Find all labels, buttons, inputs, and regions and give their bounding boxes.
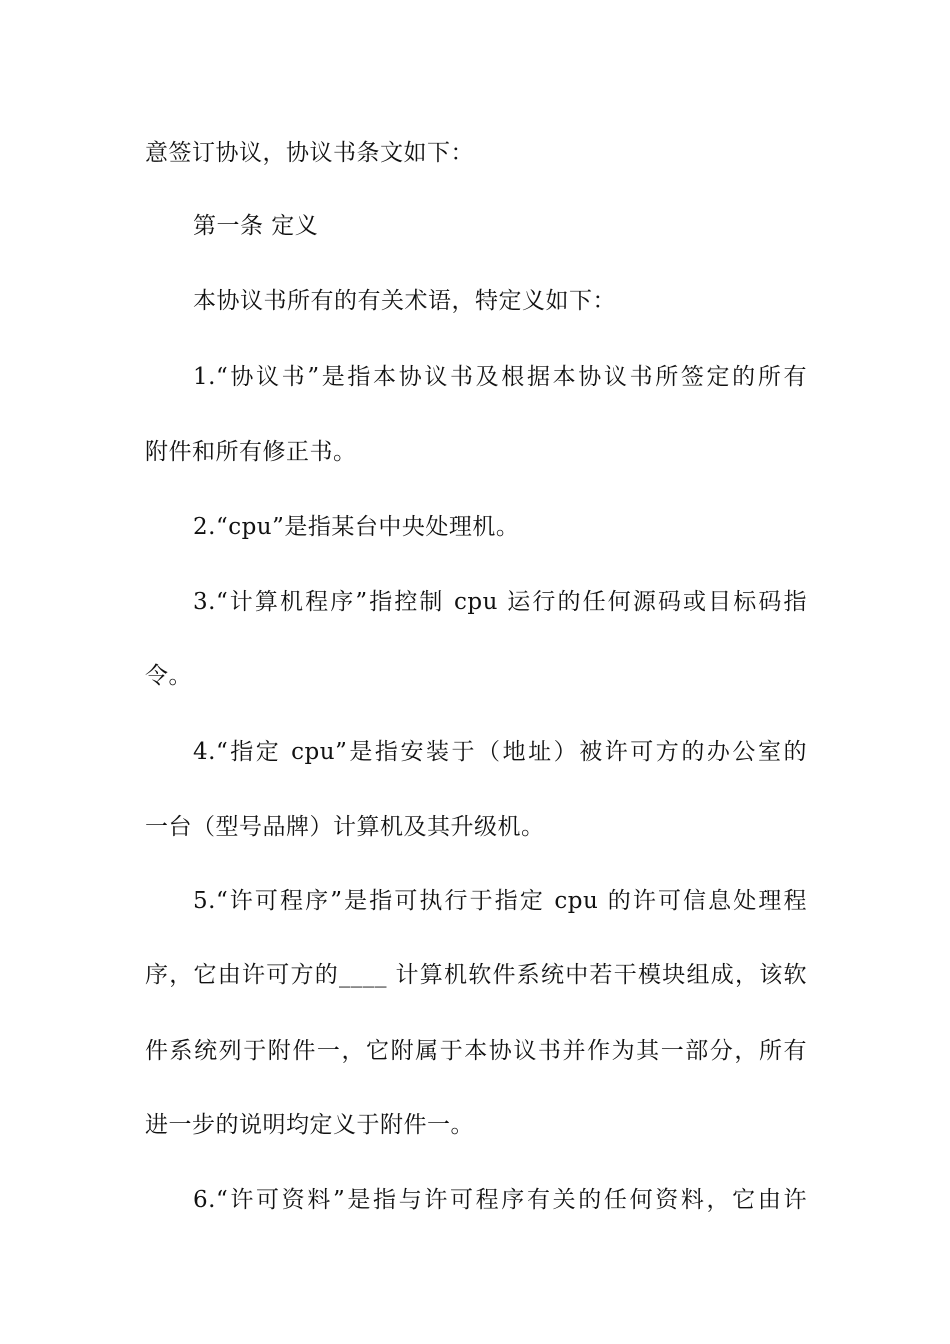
text-line: 件系统列于附件一，它附属于本协议书并作为其一部分，所有	[145, 1038, 807, 1064]
definition-item: 1.“协议书”是指本协议书及根据本协议书所签定的所有	[193, 364, 807, 390]
text-line: 序，它由许可方的____ 计算机软件系统中若干模块组成，该软	[145, 962, 807, 988]
definition-item: 5.“许可程序”是指可执行于指定 cpu 的许可信息处理程	[193, 888, 807, 914]
section-heading: 第一条 定义	[193, 213, 319, 239]
definition-item: 2.“cpu”是指某台中央处理机。	[193, 514, 520, 540]
definition-item: 6.“许可资料”是指与许可程序有关的任何资料，它由许	[193, 1187, 807, 1213]
text-line: 一台（型号品牌）计算机及其升级机。	[145, 814, 545, 840]
text-line: 进一步的说明均定义于附件一。	[145, 1112, 474, 1138]
text-line: 令。	[145, 663, 192, 689]
definition-item: 3.“计算机程序”指控制 cpu 运行的任何源码或目标码指	[193, 589, 807, 615]
text-line: 附件和所有修正书。	[145, 439, 357, 465]
definition-item: 4.“指定 cpu”是指安装于（地址）被许可方的办公室的	[193, 739, 807, 765]
text-line: 本协议书所有的有关术语，特定义如下：	[193, 288, 616, 314]
text-line: 意签订协议，协议书条文如下：	[145, 140, 474, 166]
